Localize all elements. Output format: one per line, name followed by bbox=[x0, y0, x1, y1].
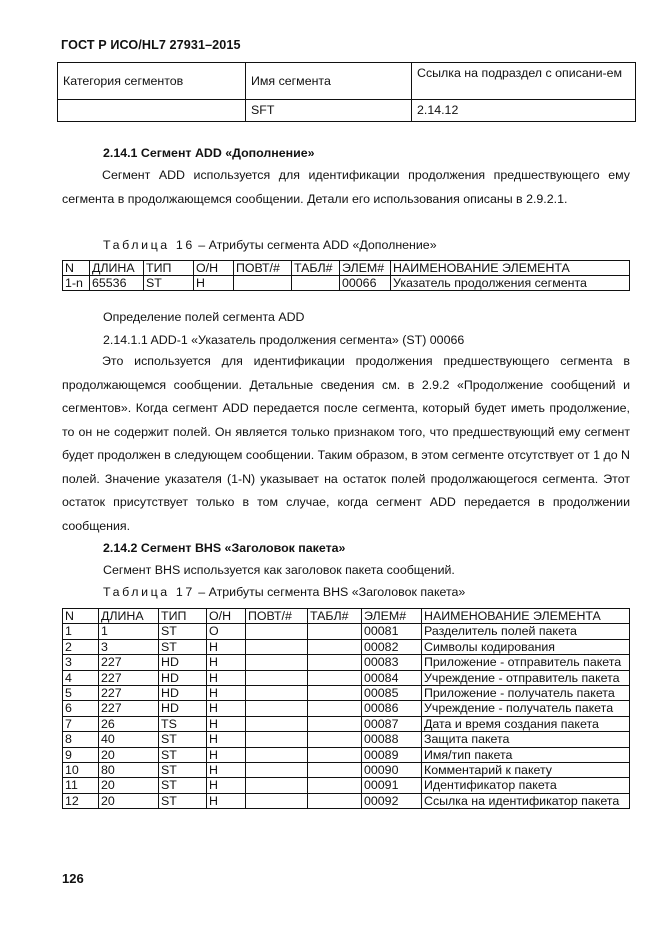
table-cell: 00084 bbox=[362, 670, 422, 685]
table-cell: ST bbox=[159, 778, 207, 793]
table-cell: 2.14.12 bbox=[412, 100, 636, 122]
table-cell: 1-n bbox=[63, 276, 90, 291]
table-cell: 40 bbox=[99, 732, 159, 747]
table-row bbox=[63, 778, 630, 793]
table-cell: 00091 bbox=[362, 778, 422, 793]
table-header-cell: О/Н bbox=[207, 609, 246, 624]
table-cell bbox=[308, 793, 362, 808]
table-cell: TS bbox=[159, 716, 207, 731]
table-cell bbox=[246, 701, 308, 716]
table-cell: 00087 bbox=[362, 716, 422, 731]
table-cell: Учреждение - получатель пакета bbox=[422, 701, 630, 716]
table-header-cell: ПОВТ/# bbox=[246, 609, 308, 624]
table-header-cell: НАИМЕНОВАНИЕ ЭЛЕМЕНТА bbox=[391, 261, 630, 276]
table-cell bbox=[308, 716, 362, 731]
subsection-title: 2.14.1.1 ADD-1 «Указатель продолжения сегмента» (ST) 00066 bbox=[103, 333, 465, 347]
table-cell: 00090 bbox=[362, 763, 422, 778]
table-cell: ST bbox=[144, 276, 194, 291]
page-number: 126 bbox=[62, 871, 84, 886]
table-cell bbox=[308, 624, 362, 639]
table-cell: 20 bbox=[99, 747, 159, 762]
table-header-cell: Категория сегментов bbox=[58, 63, 246, 100]
table-header-cell: Ссылка на подраздел с описани-ем bbox=[412, 63, 636, 100]
add-attributes-table bbox=[62, 260, 630, 291]
table-header-cell: Имя сегмента bbox=[246, 63, 412, 100]
table-cell: 11 bbox=[63, 778, 99, 793]
table-cell: Н bbox=[207, 732, 246, 747]
table-cell: ST bbox=[159, 639, 207, 654]
table-row bbox=[63, 670, 630, 685]
table-row bbox=[63, 624, 630, 639]
caption-text: – Атрибуты сегмента ADD «Дополнение» bbox=[194, 238, 437, 252]
table-header-cell: ТАБЛ# bbox=[292, 261, 340, 276]
table-cell: 26 bbox=[99, 716, 159, 731]
table-cell bbox=[246, 763, 308, 778]
fields-definition-heading: Определение полей сегмента ADD bbox=[103, 310, 305, 324]
table-cell: 7 bbox=[63, 716, 99, 731]
table-cell: 6 bbox=[63, 701, 99, 716]
table-cell: 00081 bbox=[362, 624, 422, 639]
table-header-cell: ДЛИНА bbox=[99, 609, 159, 624]
table-header-cell: ЭЛЕМ# bbox=[362, 609, 422, 624]
table-cell: 00083 bbox=[362, 655, 422, 670]
caption-label: Таблица 17 bbox=[103, 585, 195, 599]
table-cell: 80 bbox=[99, 763, 159, 778]
table-cell: 4 bbox=[63, 670, 99, 685]
table-cell: 227 bbox=[99, 701, 159, 716]
table-cell: 227 bbox=[99, 670, 159, 685]
table-cell: ST bbox=[159, 747, 207, 762]
table-header-cell: N bbox=[63, 609, 99, 624]
table-row bbox=[63, 716, 630, 731]
table-cell bbox=[308, 686, 362, 701]
table-cell: HD bbox=[159, 686, 207, 701]
table-cell: 00082 bbox=[362, 639, 422, 654]
table-header-row bbox=[58, 63, 636, 100]
table-cell: Ссылка на идентификатор пакета bbox=[422, 793, 630, 808]
table-cell: 00066 bbox=[340, 276, 391, 291]
table-cell: 20 bbox=[99, 778, 159, 793]
table-cell bbox=[246, 747, 308, 762]
table-row bbox=[58, 100, 636, 122]
table-row bbox=[63, 732, 630, 747]
table-header-cell: ТИП bbox=[144, 261, 194, 276]
table-header-cell: О/Н bbox=[194, 261, 234, 276]
table-cell: Н bbox=[207, 778, 246, 793]
table-cell: 227 bbox=[99, 655, 159, 670]
table-cell: SFT bbox=[246, 100, 412, 122]
table-cell: 10 bbox=[63, 763, 99, 778]
table-cell: ST bbox=[159, 624, 207, 639]
table-cell: 65536 bbox=[90, 276, 144, 291]
table-row bbox=[63, 763, 630, 778]
table-cell: 20 bbox=[99, 793, 159, 808]
table-cell: 1 bbox=[99, 624, 159, 639]
table-cell bbox=[234, 276, 292, 291]
table-cell bbox=[246, 778, 308, 793]
table-cell: Н bbox=[207, 639, 246, 654]
table-cell: HD bbox=[159, 701, 207, 716]
document-header: ГОСТ Р ИСО/HL7 27931–2015 bbox=[61, 38, 241, 52]
table-header-cell: N bbox=[63, 261, 90, 276]
table-cell: О bbox=[207, 624, 246, 639]
table-header-cell: ПОВТ/# bbox=[234, 261, 292, 276]
table-cell bbox=[246, 670, 308, 685]
table-cell bbox=[308, 670, 362, 685]
table-cell: 3 bbox=[99, 639, 159, 654]
paragraph-add-detail: Это используется для идентификации продолжения предшествующего сегмента в продолжающемся сообщении. Детальные сведения см. в 2.9.2 «Продолжение сообщений и сегментов». Когда сегмент ADD передается после сегмента, который будет иметь продолжение, то он не содержит полей. Он является только признаком того, что предшествующий ему сегмент будет продолжен в следующем сообщении. Таким образом, в этом сегменте отсутствует от 1 до N полей. Значение указателя (1-N) указывает на остаток полей продолжающегося сегмента. Этот остаток присутствует только в том случае, когда сегмент ADD передается в продолжении сообщения. bbox=[62, 354, 630, 533]
table-cell: Идентификатор пакета bbox=[422, 778, 630, 793]
table-cell: Приложение - отправитель пакета bbox=[422, 655, 630, 670]
table-cell: 00092 bbox=[362, 793, 422, 808]
table-cell: 2 bbox=[63, 639, 99, 654]
table-header-cell: ТИП bbox=[159, 609, 207, 624]
table-cell: ST bbox=[159, 732, 207, 747]
table-cell bbox=[308, 701, 362, 716]
table-cell: 5 bbox=[63, 686, 99, 701]
table-cell: 00085 bbox=[362, 686, 422, 701]
table-cell: 12 bbox=[63, 793, 99, 808]
table-cell bbox=[308, 778, 362, 793]
table-cell: Дата и время создания пакета bbox=[422, 716, 630, 731]
table-cell: Н bbox=[207, 686, 246, 701]
table-16-caption bbox=[103, 238, 437, 252]
table-cell bbox=[292, 276, 340, 291]
table-cell bbox=[246, 716, 308, 731]
paragraph-add-intro: Сегмент ADD используется для идентификации продолжения предшествующего ему сегмента в продолжающемся сообщении. Детали его использования описаны в 2.9.2.1. bbox=[62, 168, 630, 206]
table-header-cell: ТАБЛ# bbox=[308, 609, 362, 624]
table-row bbox=[63, 747, 630, 762]
segment-category-table bbox=[57, 62, 636, 122]
table-cell: 9 bbox=[63, 747, 99, 762]
table-cell: Имя/тип пакета bbox=[422, 747, 630, 762]
table-header-row bbox=[63, 609, 630, 624]
caption-label: Таблица 16 bbox=[103, 238, 195, 252]
table-cell: Н bbox=[207, 655, 246, 670]
caption-text: – Атрибуты сегмента BHS «Заголовок пакета» bbox=[194, 585, 466, 599]
table-cell: 00086 bbox=[362, 701, 422, 716]
table-cell: Символы кодирования bbox=[422, 639, 630, 654]
table-cell bbox=[308, 732, 362, 747]
table-cell: Защита пакета bbox=[422, 732, 630, 747]
table-header-cell: ЭЛЕМ# bbox=[340, 261, 391, 276]
table-cell: Н bbox=[207, 701, 246, 716]
table-cell: 00089 bbox=[362, 747, 422, 762]
table-cell: Приложение - получатель пакета bbox=[422, 686, 630, 701]
table-cell bbox=[308, 639, 362, 654]
table-cell: Н bbox=[207, 670, 246, 685]
table-cell: ST bbox=[159, 763, 207, 778]
table-cell: Н bbox=[207, 747, 246, 762]
table-cell: Н bbox=[207, 763, 246, 778]
table-cell: Н bbox=[194, 276, 234, 291]
table-header-cell: НАИМЕНОВАНИЕ ЭЛЕМЕНТА bbox=[422, 609, 630, 624]
table-cell bbox=[246, 655, 308, 670]
table-row bbox=[63, 701, 630, 716]
section-title-add: 2.14.1 Сегмент ADD «Дополнение» bbox=[103, 146, 315, 160]
table-cell: Указатель продолжения сегмента bbox=[391, 276, 630, 291]
table-cell: 8 bbox=[63, 732, 99, 747]
table-cell: 00088 bbox=[362, 732, 422, 747]
table-cell: Комментарий к пакету bbox=[422, 763, 630, 778]
table-cell: HD bbox=[159, 655, 207, 670]
table-cell: 3 bbox=[63, 655, 99, 670]
table-cell: Учреждение - отправитель пакета bbox=[422, 670, 630, 685]
table-cell: 227 bbox=[99, 686, 159, 701]
table-cell bbox=[246, 686, 308, 701]
section-title-bhs: 2.14.2 Сегмент BHS «Заголовок пакета» bbox=[103, 541, 346, 555]
table-row bbox=[63, 639, 630, 654]
paragraph-bhs-intro: Сегмент BHS используется как заголовок пакета сообщений. bbox=[103, 563, 455, 577]
table-row bbox=[63, 793, 630, 808]
table-cell bbox=[246, 793, 308, 808]
table-cell bbox=[308, 763, 362, 778]
table-cell: Н bbox=[207, 716, 246, 731]
table-header-cell: ДЛИНА bbox=[90, 261, 144, 276]
table-17-caption bbox=[103, 585, 465, 599]
table-cell: Н bbox=[207, 793, 246, 808]
table-cell bbox=[246, 639, 308, 654]
table-cell: 1 bbox=[63, 624, 99, 639]
table-cell bbox=[308, 747, 362, 762]
table-cell: ST bbox=[159, 793, 207, 808]
table-row bbox=[63, 655, 630, 670]
table-row bbox=[63, 276, 630, 291]
table-cell: HD bbox=[159, 670, 207, 685]
table-cell: Разделитель полей пакета bbox=[422, 624, 630, 639]
table-cell bbox=[308, 655, 362, 670]
table-cell bbox=[58, 100, 246, 122]
table-cell bbox=[246, 732, 308, 747]
bhs-attributes-table bbox=[62, 608, 630, 809]
table-row bbox=[63, 686, 630, 701]
table-header-row bbox=[63, 261, 630, 276]
table-cell bbox=[246, 624, 308, 639]
